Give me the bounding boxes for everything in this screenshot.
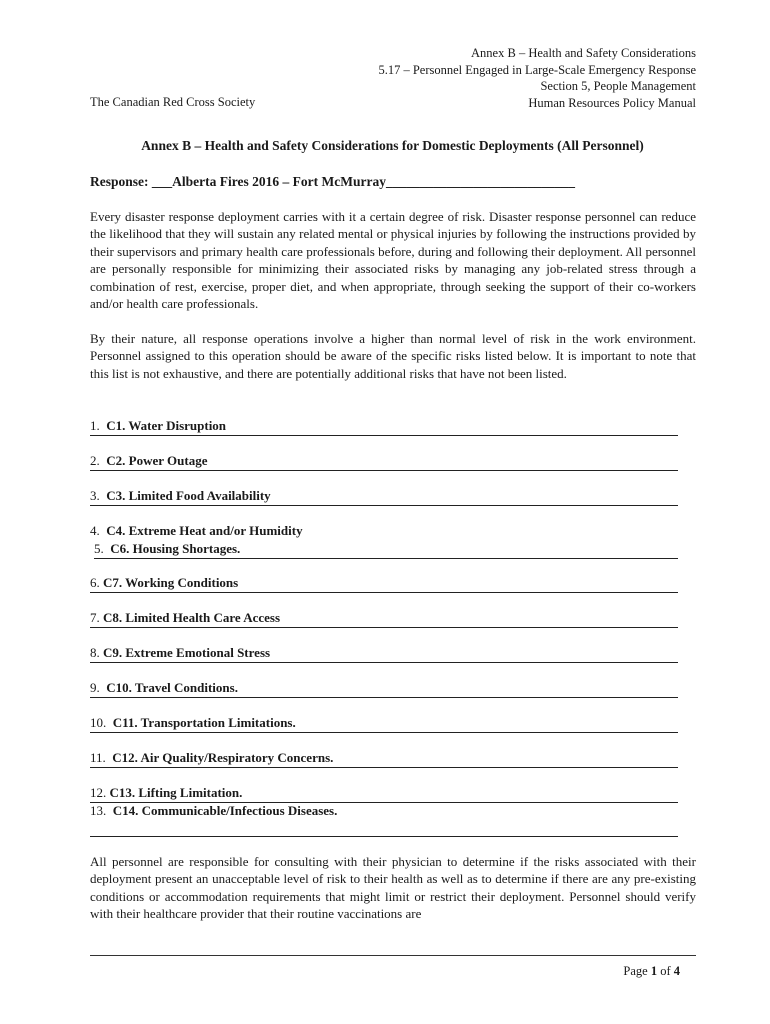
- blank-entry-line: [90, 836, 678, 837]
- consult-paragraph: All personnel are responsible for consulting with their physician to determine if the risks associated with their deployment present an unacceptable level of risk to their health as well as to determine if there are any pre-existing conditions or accommodation requirements that might limit or restrict their deployment. Personnel should verify with their healthcare provider that their routine vaccinations are: [90, 854, 696, 922]
- header-org: The Canadian Red Cross Society: [90, 95, 256, 109]
- document-title: Annex B – Health and Safety Considerations for Domestic Deployments (All Personnel): [141, 138, 644, 153]
- current-page: 1: [650, 964, 658, 978]
- risk-item: 5. C6. Housing Shortages.: [94, 541, 678, 559]
- response-value: ___Alberta Fires 2016 – Fort McMurray____________________________: [151, 174, 575, 189]
- risk-item: 13. C14. Communicable/Infectious Diseases.: [90, 803, 338, 818]
- header-right: [378, 45, 696, 111]
- risk-item: 6. C7. Working Conditions: [90, 575, 678, 593]
- footer-divider: [90, 955, 696, 956]
- page-number: Page 1 of 4: [623, 964, 680, 978]
- risk-item: 7. C8. Limited Health Care Access: [90, 610, 678, 628]
- risk-item: 9. C10. Travel Conditions.: [90, 680, 678, 698]
- risk-item: 3. C3. Limited Food Availability: [90, 488, 678, 506]
- intro-paragraph: Every disaster response deployment carries with it a certain degree of risk. Disaster response personnel can reduce the likelihood that they will sustain any related mental or physical injuries by following the instructions provided by their supervisors and primary health care professionals before, during and following their deployment. All personnel are personally responsible for minimizing their associated risks by managing any job-related stress through a combination of rest, exercise, proper diet, and when appropriate, through seeking the support of their co-workers and/or health care professionals.: [90, 209, 696, 312]
- header-manual-line: Human Resources Policy Manual: [528, 95, 696, 110]
- response-label: Response:: [90, 174, 149, 189]
- risk-item: 2. C2. Power Outage: [90, 453, 678, 471]
- total-pages: 4: [673, 964, 680, 978]
- header-annex-line: Annex B – Health and Safety Considerations: [471, 46, 696, 60]
- risk-item: 4. C4. Extreme Heat and/or Humidity: [90, 523, 303, 538]
- risk-item: 8. C9. Extreme Emotional Stress: [90, 645, 678, 663]
- header-policy-line: 5.17 – Personnel Engaged in Large-Scale Emergency Response: [378, 62, 696, 77]
- risk-paragraph: By their nature, all response operations involve a higher than normal level of risk in the work environment. Personnel assigned to this operation should be aware of the specific risks listed below. It is important to note that this list is not exhaustive, and there are potentially additional risks that have not been listed.: [90, 331, 696, 381]
- response-line: [90, 174, 575, 190]
- risk-item: 12. C13. Lifting Limitation.: [90, 785, 678, 803]
- risk-item: 10. C11. Transportation Limitations.: [90, 715, 678, 733]
- risk-item: 11. C12. Air Quality/Respiratory Concerns.: [90, 750, 678, 768]
- header-section-line: Section 5, People Management: [540, 79, 696, 93]
- risk-item: 1. C1. Water Disruption: [90, 418, 678, 436]
